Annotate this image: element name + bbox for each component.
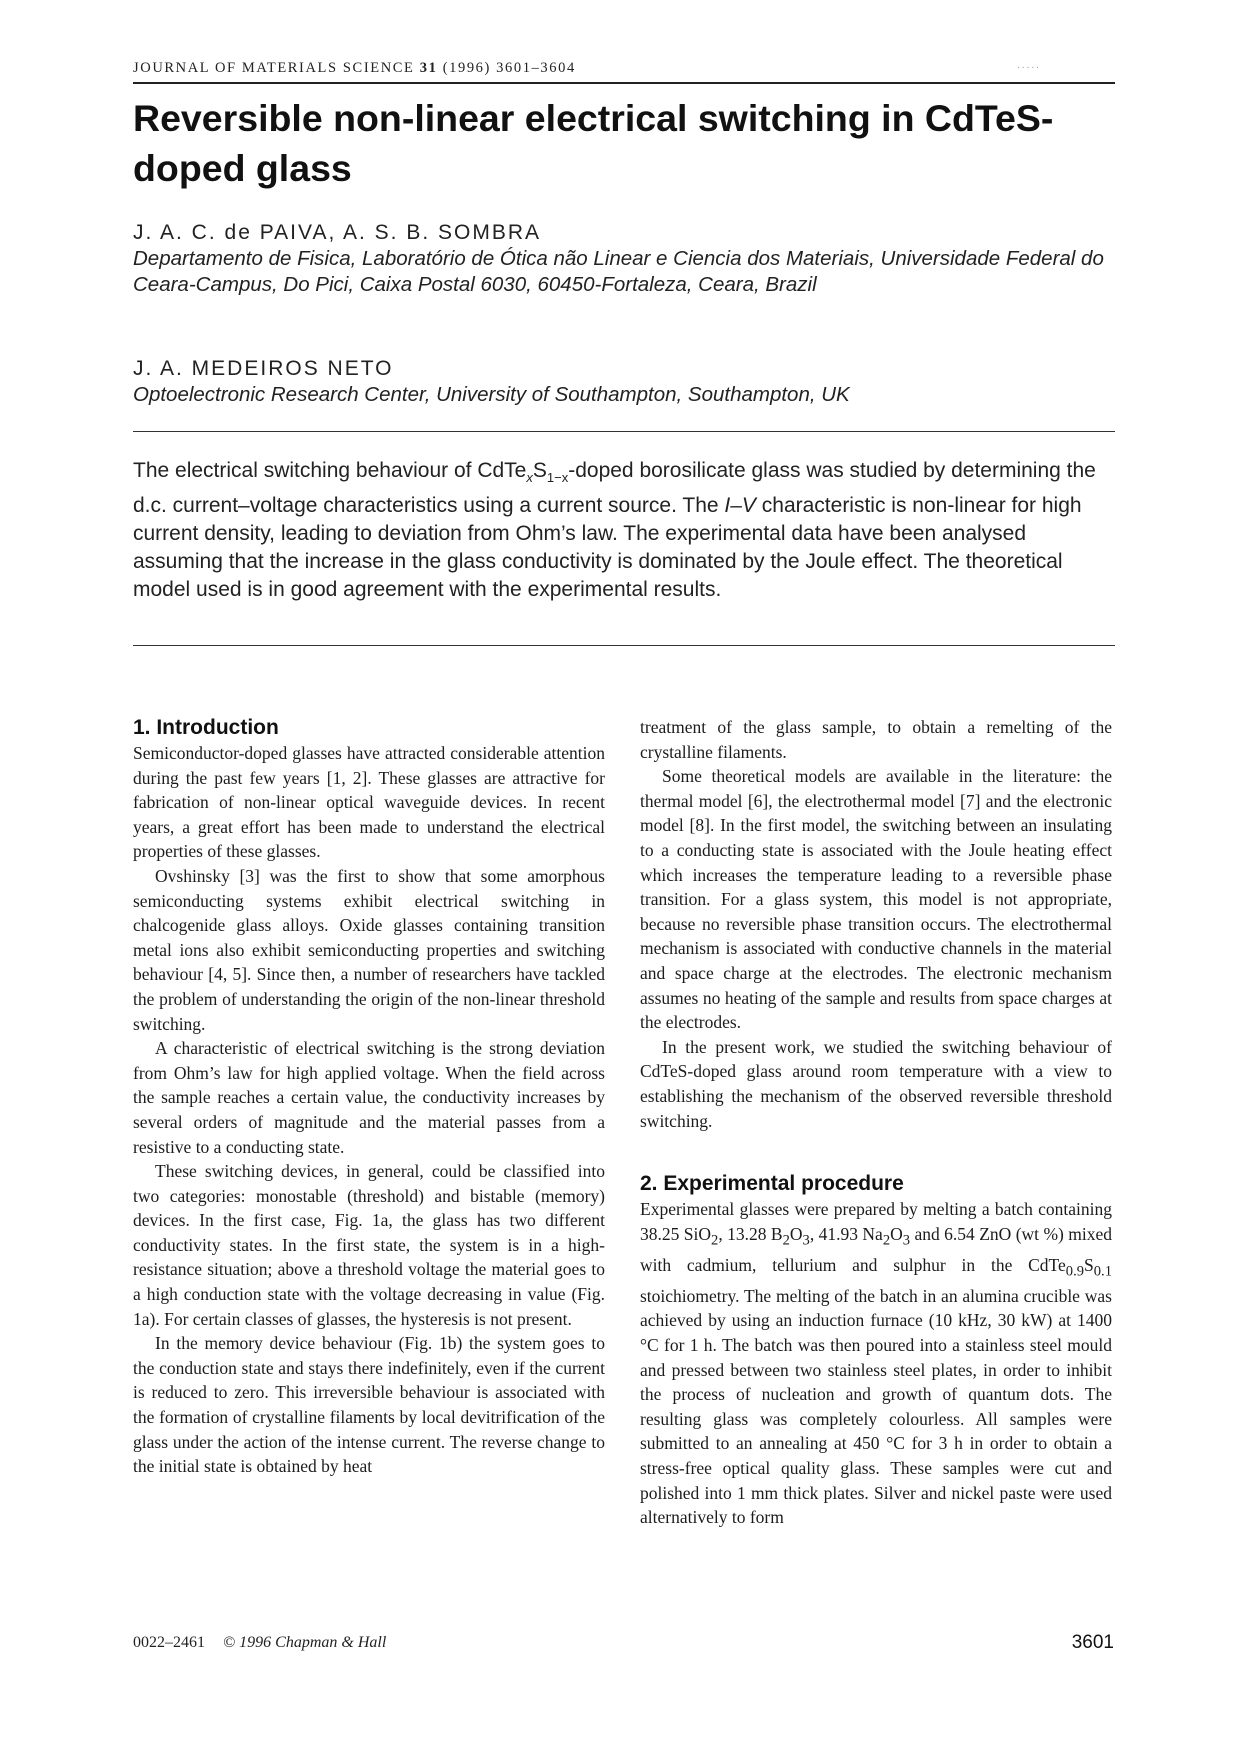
affiliation-1: Departamento de Fisica, Laboratório de Ótica não Linear e Ciencia dos Materiais, Universidade Federal do Ceara-Campus, Do Pici, Caixa Postal 6030, 60450-Fortaleza, Ceara, Brazil — [133, 247, 1104, 296]
page-number: 3601 — [1071, 1632, 1114, 1653]
paragraph: In the memory device behaviour (Fig. 1b) the system goes to the conduction state and stays there indefinitely, even if the current is reduced to zero. This irreversible behaviour is associated with the formation of crystalline filaments by local devitrification of the glass under the action of the intense current. The reverse change to the initial state is obtained by heat — [133, 1333, 605, 1477]
journal-name: JOURNAL OF MATERIALS SCIENCE — [133, 60, 415, 76]
abstract-top-rule — [133, 431, 1115, 432]
footer-copyright: © 1996 Chapman & Hall — [223, 1634, 387, 1651]
header-rule — [133, 82, 1115, 84]
paragraph: Ovshinsky [3] was the first to show that some amorphous semiconducting systems exhibit electrical switching in chalcogenide glass alloys. Oxide glasses containing transition metal ions also exhibit semiconducting properties and switching behaviour [4, 5]. Since then, a number of researchers have tackled the problem of understanding the origin of the non-linear threshold switching. — [133, 865, 605, 1034]
affiliation-2: Optoelectronic Research Center, University of Southampton, Southampton, UK — [133, 383, 850, 406]
paragraph: treatment of the glass sample, to obtain a remelting of the crystalline filaments. — [640, 717, 1112, 762]
journal-year-pages: (1996) 3601–3604 — [442, 60, 576, 76]
paragraph: A characteristic of electrical switching is the strong deviation from Ohm’s law for high applied voltage. When the field across the sample reaches a certain value, the conductivity increases by several orders of magnitude and the material passes from a resistive to a conducting state. — [133, 1038, 605, 1157]
abstract-bottom-rule — [133, 645, 1115, 646]
paragraph: Some theoretical models are available in the literature: the thermal model [6], the electrothermal model [7] and the electronic model [8]. In the first model, the switching between an insulating to a conducting state is associated with the Joule heating effect which increases the temperature leading to a reversible phase transition. For a glass system, this model is not appropriate, because no reversible phase transition occurs. The electrothermal mechanism is associated with conductive channels in the material and space charge at the electrodes. The electronic mechanism assumes no heating of the sample and results from space charges at the electrodes. — [640, 766, 1112, 1033]
journal-header — [133, 60, 576, 77]
section-heading-experimental: 2. Experimental procedure — [640, 1172, 904, 1196]
paragraph: These switching devices, in general, could be classified into two categories: monostable (threshold) and bistable (memory) devices. In the first case, Fig. 1a, the glass has two different conductivity states. In the first state, the system is in a high-resistance situation; above a threshold voltage the material goes to a high conduction state with the voltage decreasing in value (Fig. 1a). For certain classes of glasses, the hysteresis is not present. — [133, 1161, 605, 1329]
article-title: Reversible non-linear electrical switching in CdTeS-doped glass — [133, 97, 1054, 189]
section-heading-introduction: 1. Introduction — [133, 716, 279, 739]
left-column — [133, 715, 605, 1479]
paragraph: Experimental glasses were prepared by melting a batch containing 38.25 SiO$_2$, 13.28 $B_2O_3$, 41.93 $Na_2O_3$ and 6.54 ZnO (wt %) mixed with cadmium, tellurium and sulphur in the $CdTe_{0.9}S_{0.1}$ stoichiometry. The melting of the batch in an alumina crucible was achieved by using an induction furnace (10 kHz, 30 kW) at 1400 °C for 1 h. The batch was then poured into a stainless steel mould and pressed between two stainless steel plates, in order to inhibit the process of nucleation and growth of quantum dots. The resulting glass was completely colourless. All samples were submitted to an annealing at 450 °C for 3 h in order to obtain a stress-free optical quality glass. These samples were cut and polished into 1 mm thick plates. Silver and nickel paste were used alternatively to form — [640, 1199, 1113, 1528]
journal-volume: 31 — [419, 60, 438, 76]
header-dots: ..... — [1017, 60, 1041, 71]
abstract: The electrical switching behaviour of $CdTe_xS_{1-x}$-doped borosilicate glass was studied by determining the d.c. current–voltage characteristics using a current source. The I–V characteristic is non-linear for high current density, leading to deviation from Ohm’s law. The experimental data have been analysed assuming that the increase in the glass conductivity is dominated by the Joule effect. The theoretical model used is in good agreement with the experimental results. — [133, 459, 1096, 602]
paragraph: Semiconductor-doped glasses have attracted considerable attention during the past few years [1, 2]. These glasses are attractive for fabrication of non-linear optical waveguide devices. In recent years, a great effort has been made to understand the electrical properties of these glasses. — [133, 743, 605, 862]
footer-issn: 0022–2461 © 1996 Chapman & Hall — [133, 1634, 387, 1651]
right-column — [640, 715, 1112, 1530]
authors-group-2: J. A. MEDEIROS NETO — [133, 357, 394, 380]
authors-group-1: J. A. C. de PAIVA, A. S. B. SOMBRA — [133, 221, 542, 244]
paragraph: In the present work, we studied the switching behaviour of CdTeS-doped glass around room temperature with a view to establishing the mechanism of the observed reversible threshold switching. — [640, 1036, 1112, 1131]
